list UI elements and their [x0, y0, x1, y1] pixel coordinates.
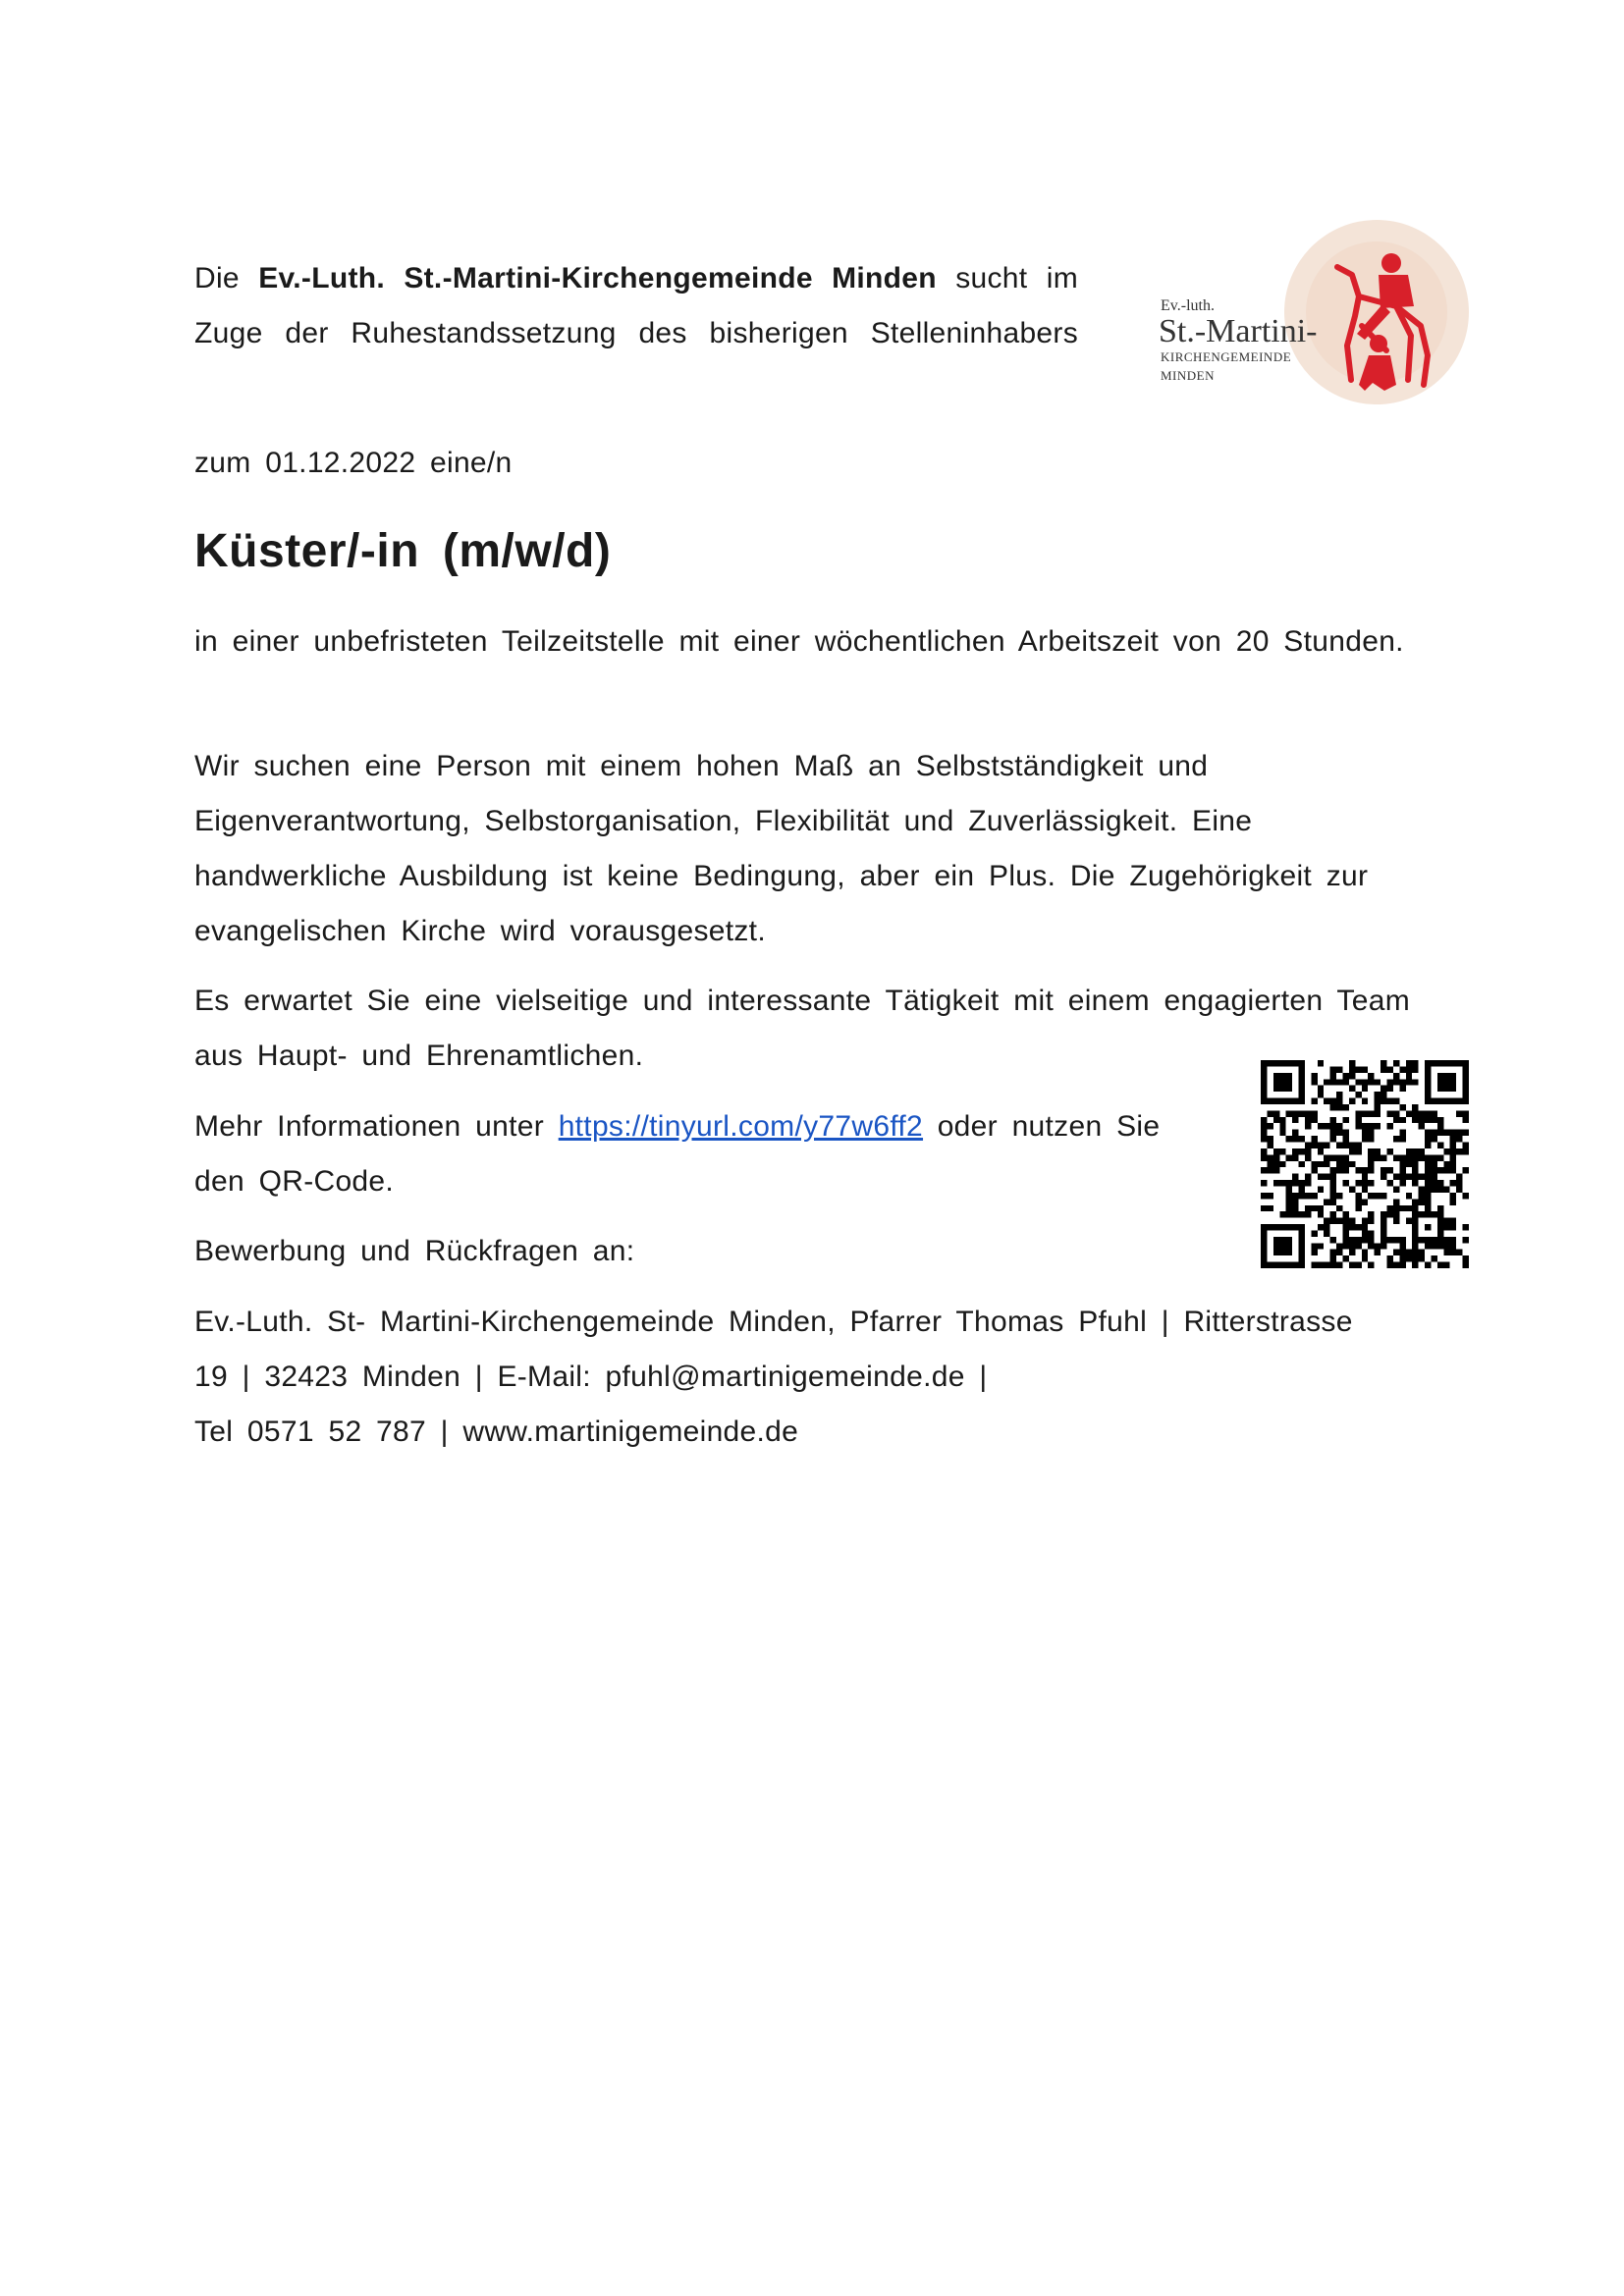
logo-line-3: KIRCHENGEMEINDE: [1161, 349, 1292, 364]
more-info-prefix: Mehr Informationen unter: [194, 1110, 545, 1143]
contact-line-1: Ev.-Luth. St- Martini-Kirchengemeinde Minden, Pfarrer Thomas Pfuhl | Ritterstrasse: [194, 1306, 1353, 1338]
logo-line-2: St.-Martini-: [1159, 313, 1318, 349]
more-info-suffix: oder nutzen Sie den QR-Code.: [194, 1110, 1161, 1198]
intro-line-1: [194, 251, 1078, 306]
church-logo: [1151, 218, 1475, 414]
intro-prefix: Die: [194, 262, 240, 294]
job-title: Küster/-in (m/w/d): [194, 525, 612, 577]
contact-line-3: Tel 0571 52 787 | www.martinigemeinde.de: [194, 1415, 799, 1448]
contact-address: [194, 1295, 1422, 1460]
logo-line-4: MINDEN: [1161, 368, 1215, 383]
contact-line-2: 19 | 32423 Minden | E-Mail: pfuhl@martinigemeinde.de |: [194, 1361, 988, 1393]
info-link[interactable]: https://tinyurl.com/y77w6ff2: [558, 1110, 924, 1143]
paragraph-contact-heading: Bewerbung und Rückfragen an:: [194, 1235, 635, 1267]
intro-suffix: sucht im: [955, 262, 1078, 294]
start-date: zum 01.12.2022 eine/n: [194, 447, 513, 479]
organization-name: Ev.-Luth. St.-Martini-Kirchengemeinde Minden: [258, 262, 937, 294]
paragraph-more-info: [194, 1099, 1206, 1209]
paragraph-requirements: Wir suchen eine Person mit einem hohen Maß an Selbstständigkeit und Eigenverantwortung, Selbstorganisation, Flexibilität und Zuverlässigkeit. Eine handwerkliche Ausbildung ist keine Bedingung, aber ein Plus. Die Zugehörigkeit zur evangelischen Kirche wird vorausgesetzt.: [194, 750, 1369, 947]
qr-code[interactable]: [1261, 1060, 1469, 1268]
intro-line-2: Zuge der Ruhestandssetzung des bisherigen Stelleninhabers: [194, 317, 1078, 349]
logo-line-1: Ev.-luth.: [1161, 297, 1215, 314]
paragraph-offer: Es erwartet Sie eine vielseitige und interessante Tätigkeit mit einem engagierten Team aus Haupt- und Ehrenamtlichen.: [194, 985, 1410, 1072]
paragraph-employment-type: in einer unbefristeten Teilzeitstelle mit einer wöchentlichen Arbeitszeit von 20 Stunden.: [194, 625, 1404, 658]
